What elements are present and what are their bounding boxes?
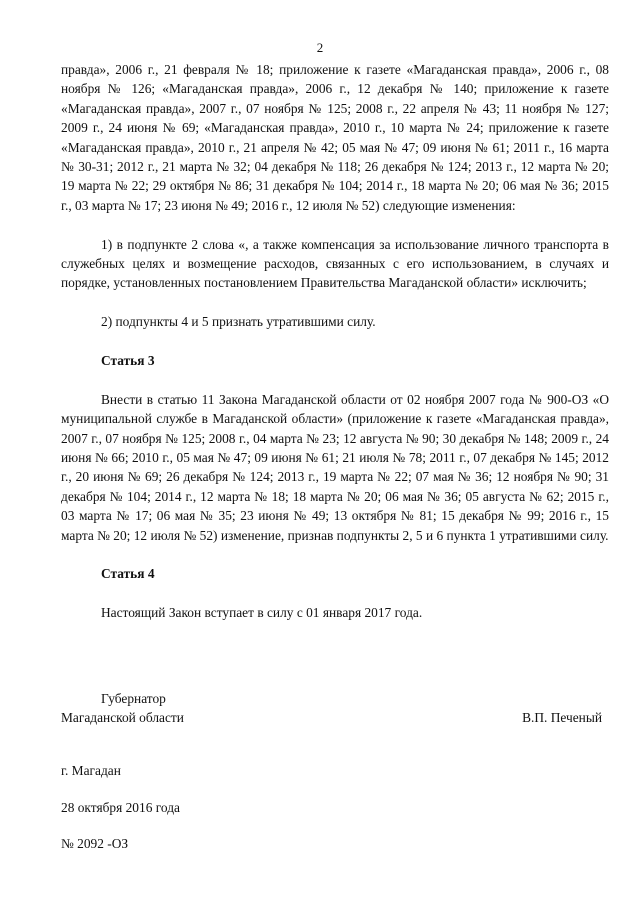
intro-paragraph: правда», 2006 г., 21 февраля № 18; приложение к газете «Магаданская правда», 2006 г., 08 ноября № 126; «Магаданская правда», 2006 г., 12 декабря № 140; приложение к газете «Магаданская правда», 2007 г., 07 ноября № 125; 2008 г., 22 апреля № 43; 11 ноября № 127; 2009 г., 24 июня № 69; «Магаданская правда», 2010 г., 10 марта № 24; приложение к газете «Магаданская правда», 2010 г., 21 апреля № 42; 05 мая № 47; 09 июня № 61; 2011 г., 16 марта № 30-31; 2012 г., 21 марта № 32; 04 декабря № 118; 26 декабря № 124; 2013 г., 12 марта № 20; 19 марта № 22; 29 октября № 86; 31 декабря № 104; 2014 г., 18 марта № 20; 06 мая № 36; 2015 г., 03 марта № 17; 23 июня № 49; 2016 г., 12 июля № 52) следующие изменения: <box>61 62 609 213</box>
amendment-item-2: 2) подпункты 4 и 5 признать утратившими силу. <box>101 314 376 330</box>
article-4-text: Настоящий Закон вступает в силу с 01 января 2017 года. <box>101 605 423 621</box>
signatory-position-line2: Магаданской области <box>61 710 184 725</box>
amendment-item-1: 1) в подпункте 2 слова «, а также компенсация за использование личного транспорта в служебных целях и возмещение расходов, связанных с его использованием, в случаях и порядке, установленных постановлением Правительства Магаданской области» исключить; <box>61 236 609 291</box>
signatory-position-line1: Губернатор <box>101 691 166 706</box>
signature-block <box>61 689 609 727</box>
document-body <box>61 60 609 623</box>
signing-date: 28 октября 2016 года <box>61 800 180 815</box>
article-4-heading: Статья 4 <box>101 566 155 582</box>
page-number: 2 <box>316 40 324 55</box>
place-of-signing: г. Магадан <box>61 763 121 778</box>
article-3-text: Внести в статью 11 Закона Магаданской области от 02 ноября 2007 года № 900-ОЗ «О муниципальной службе в Магаданской области» (приложение к газете «Магаданская правда», 2007 г., 07 ноября № 125; 2008 г., 04 марта № 23; 12 августа № 90; 30 декабря № 148; 2009 г., 24 июня № 66; 2010 г., 05 мая № 47; 09 июня № 61; 21 июля № 78; 2011 г., 07 декабря № 145; 2012 г., 20 июня № 69; 26 декабря № 124; 2013 г., 19 марта № 22; 07 мая № 36; 12 ноября № 90; 31 декабря № 104; 2014 г., 12 марта № 18; 18 марта № 20; 06 мая № 36; 05 августа № 62; 2015 г., 03 марта № 17; 06 мая № 35; 23 июня № 49; 13 октября № 81; 15 декабря № 99; 2016 г., 15 марта № 20; 12 июля № 52) изменение, признав подпункты 2, 5 и 6 пункта 1 утратившими силу. <box>61 391 609 543</box>
article-3-heading: Статья 3 <box>101 353 155 369</box>
law-number: № 2092 -ОЗ <box>61 836 129 851</box>
signatory-name: В.П. Печеный <box>522 710 602 725</box>
